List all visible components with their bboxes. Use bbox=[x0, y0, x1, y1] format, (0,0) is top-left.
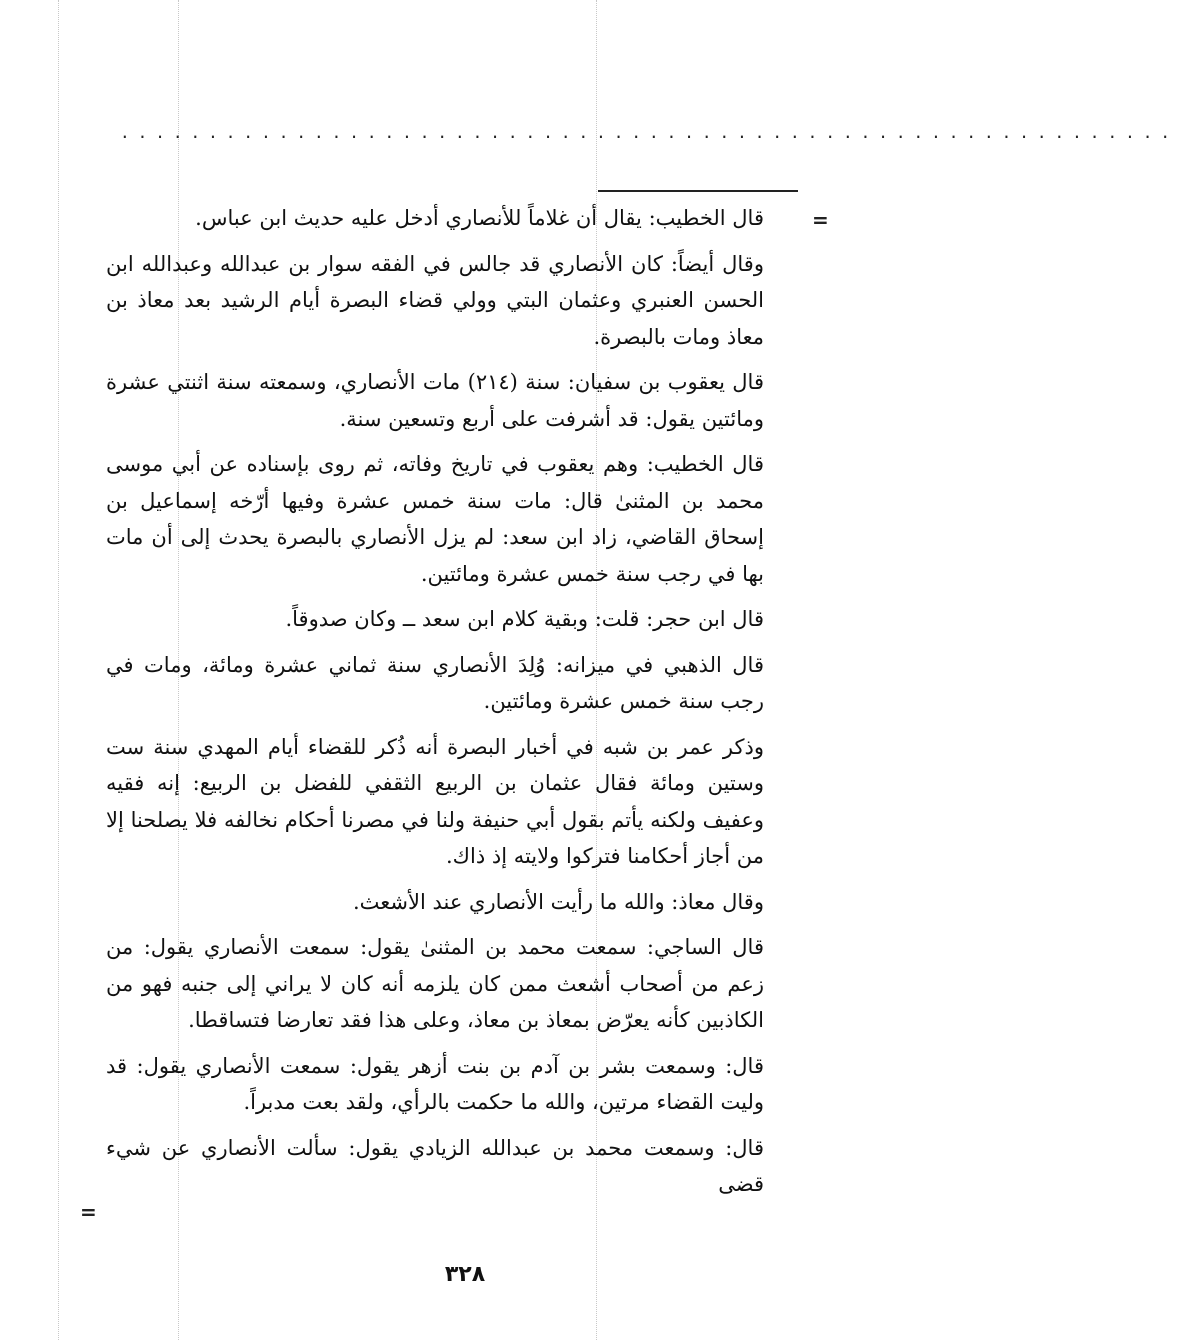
paragraph: قال ابن حجر: قلت: وبقية كلام ابن سعد ــ وكان صدوقاً. bbox=[285, 607, 764, 631]
paragraph: قال الخطيب: وهم يعقوب في تاريخ وفاته، ثم روى بإسناده عن أبي موسى محمد بن المثنىٰ قال: مات سنة خمس عشرة وفيها أرّخه إسماعيل بن إسحاق القاضي، زاد ابن سعد: لم يزل الأنصاري بالبصرة يحدث إلى أن مات بها في رجب سنة خمس عشرة ومائتين. bbox=[106, 452, 764, 586]
top-rule bbox=[598, 190, 798, 192]
body-text bbox=[106, 200, 764, 1203]
continuation-mark-top: = bbox=[812, 208, 829, 232]
paragraph: قال الذهبي في ميزانه: وُلِدَ الأنصاري سنة ثماني عشرة ومائة، ومات في رجب سنة خمس عشرة ومائتين. bbox=[106, 652, 764, 713]
paragraph: وقال أيضاً: كان الأنصاري قد جالس في الفقه سوار بن عبدالله وعبدالله ابن الحسن العنبري وعثمان البتي وولي قضاء البصرة أيام الرشيد بعد معاذ بن معاذ ومات بالبصرة. bbox=[106, 251, 764, 349]
page-number: ٣٢٨ bbox=[444, 1262, 486, 1287]
paragraph: وذكر عمر بن شبه في أخبار البصرة أنه ذُكر للقضاء أيام المهدي سنة ست وستين ومائة فقال عثمان بن الربيع الثقفي للفضل بن الربيع: إنه فقيه وعفيف ولكنه يأتم بقول أبي حنيفة ولنا في مصرنا أحكام نخالفه فلا يصلحنا إلا من أجاز أحكامنا فتركوا ولايته إذ ذاك. bbox=[106, 734, 764, 868]
scan-fold-line bbox=[58, 0, 59, 1340]
paragraph: قال: وسمعت بشر بن آدم بن بنت أزهر يقول: سمعت الأنصاري يقول: قد وليت القضاء مرتين، والله ما حكمت بالرأي، ولقد بعت مدبراً. bbox=[106, 1053, 764, 1114]
paragraph: قال: وسمعت محمد بن عبدالله الزيادي يقول: سألت الأنصاري عن شيء قضى bbox=[106, 1135, 764, 1196]
header-dotted-rule: ............................................................ bbox=[120, 123, 1178, 142]
continuation-mark-bottom: = bbox=[80, 1200, 97, 1224]
paragraph: قال يعقوب بن سفيان: سنة (٢١٤) مات الأنصاري، وسمعته سنة اثنتي عشرة ومائتين يقول: قد أشرفت على أربع وتسعين سنة. bbox=[106, 370, 764, 431]
paragraph: قال الخطيب: يقال أن غلاماً للأنصاري أدخل عليه حديث ابن عباس. bbox=[195, 206, 764, 230]
paragraph: وقال معاذ: والله ما رأيت الأنصاري عند الأشعث. bbox=[352, 889, 764, 914]
paragraph: قال الساجي: سمعت محمد بن المثنىٰ يقول: سمعت الأنصاري يقول: من زعم من أصحاب أشعث ممن كان يلزمه أنه كان لا يراني إلى جنبه فهو من الكاذبين كأنه يعرّض بمعاذ بن معاذ، وعلى هذا فقد تعارضا فتساقطا. bbox=[106, 935, 764, 1032]
